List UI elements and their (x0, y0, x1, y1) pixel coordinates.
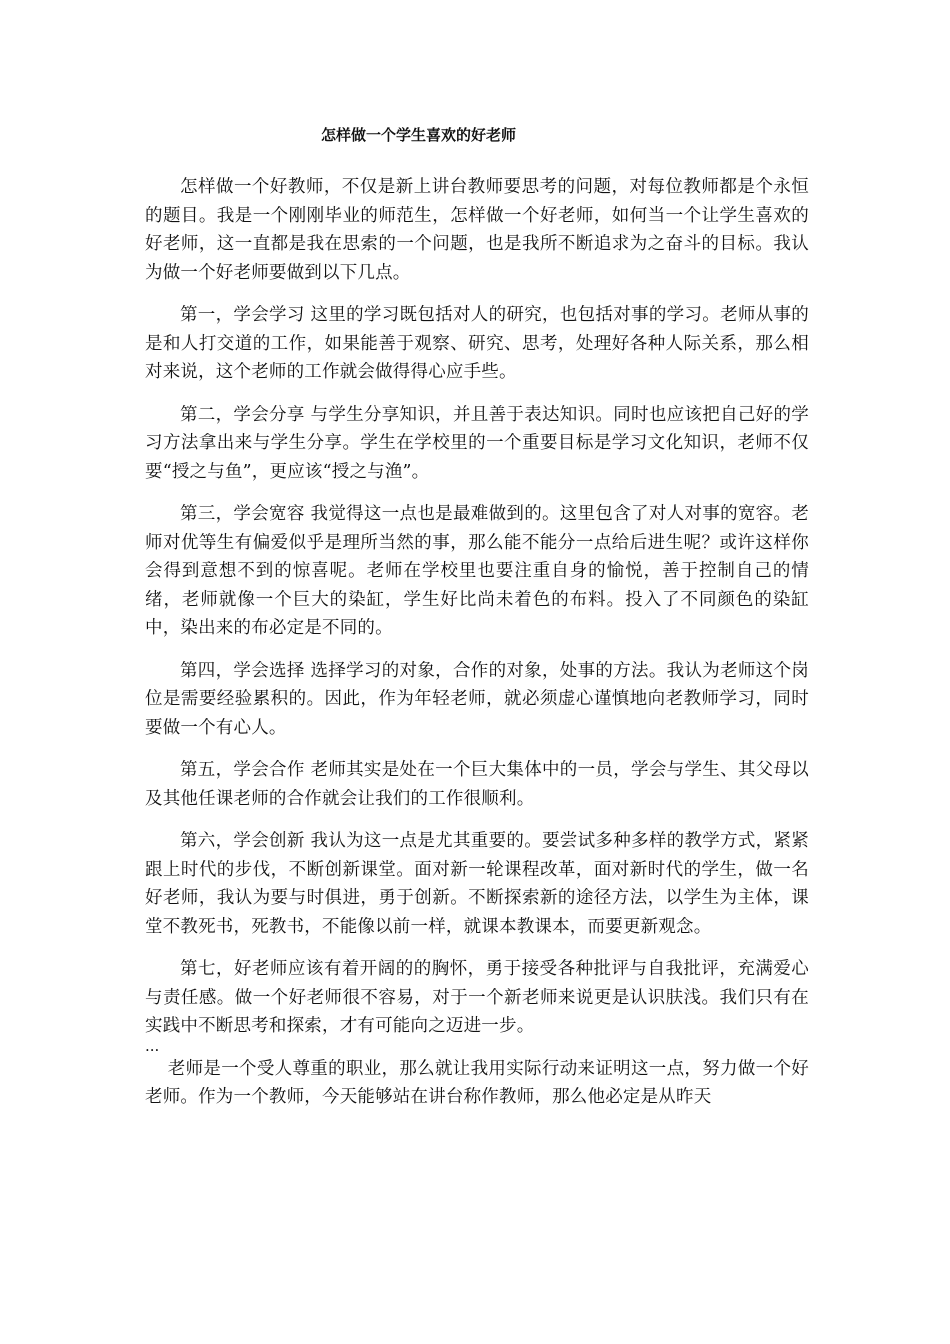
paragraph-intro: 怎样做一个好教师，不仅是新上讲台教师要思考的问题，对每位教师都是个永恒的题目。我是一个刚刚毕业的师范生，怎样做一个好老师，如何当一个让学生喜欢的好老师，这一直都是我在思索的一个问题，也是我所不断追求为之奋斗的目标。我认为做一个好老师要做到以下几点。 (145, 177, 809, 283)
paragraph-point-1: 第一，学会学习 这里的学习既包括对人的研究，也包括对事的学习。老师从事的是和人打交道的工作，如果能善于观察、研究、思考，处理好各种人际关系，那么相对来说，这个老师的工作就会做得得心应手些。 (145, 305, 809, 382)
document-body (145, 173, 809, 1126)
document-title: 怎样做一个学生喜欢的好老师 (321, 126, 517, 144)
paragraph-point-5: 第五，学会合作 老师其实是处在一个巨大集体中的一员，学会与学生、其父母以及其他任课老师的合作就会让我们的工作很顺利。 (145, 760, 809, 809)
paragraph-point-2: 第二，学会分享 与学生分享知识，并且善于表达知识。同时也应该把自己好的学习方法拿出来与学生分享。学生在学校里的一个重要目标是学习文化知识，老师不仅要“授之与鱼”，更应该“授之与渔”。 (145, 404, 809, 482)
paragraph-point-7: 第七，好老师应该有着开阔的的胸怀，勇于接受各种批评与自我批评，充满爱心与责任感。做一个好老师很不容易，对于一个新老师来说更是认识肤浅。我们只有在实践中不断思考和探索，才有可能向之迈进一步。 (145, 959, 809, 1036)
paragraph-point-3: 第三，学会宽容 我觉得这一点也是最难做到的。这里包含了对人对事的宽容。老师对优等生有偏爱似乎是理所当然的事，那么能不能分一点给后进生呢？或许这样你会得到意想不到的惊喜呢。老师在学校里也要注重自身的愉悦，善于控制自己的情绪，老师就像一个巨大的染缸，学生好比尚未着色的布料。投入了不同颜色的染缸中，染出来的布必定是不同的。 (145, 504, 809, 638)
paragraph-point-6: 第六，学会创新 我认为这一点是尤其重要的。要尝试多种多样的教学方式，紧紧跟上时代的步伐，不断创新课堂。面对新一轮课程改革，面对新时代的学生，做一名好老师，我认为要与时俱进，勇于创新。不断探索新的途径方法，以学生为主体，课堂不教死书，死教书，不能像以前一样，就课本教课本，而要更新观念。 (145, 831, 809, 937)
paragraph-conclusion: 老师是一个受人尊重的职业，那么就让我用实际行动来证明这一点，努力做一个好老师。作为一个教师，今天能够站在讲台称作教师，那么他必定是从昨天 (145, 1058, 809, 1107)
continuation-ellipsis: ... (145, 1037, 160, 1055)
paragraph-point-4: 第四，学会选择 选择学习的对象，合作的对象，处事的方法。我认为老师这个岗位是需要经验累积的。因此，作为年轻老师，就必须虚心谨慎地向老教师学习，同时要做一个有心人。 (145, 660, 809, 738)
